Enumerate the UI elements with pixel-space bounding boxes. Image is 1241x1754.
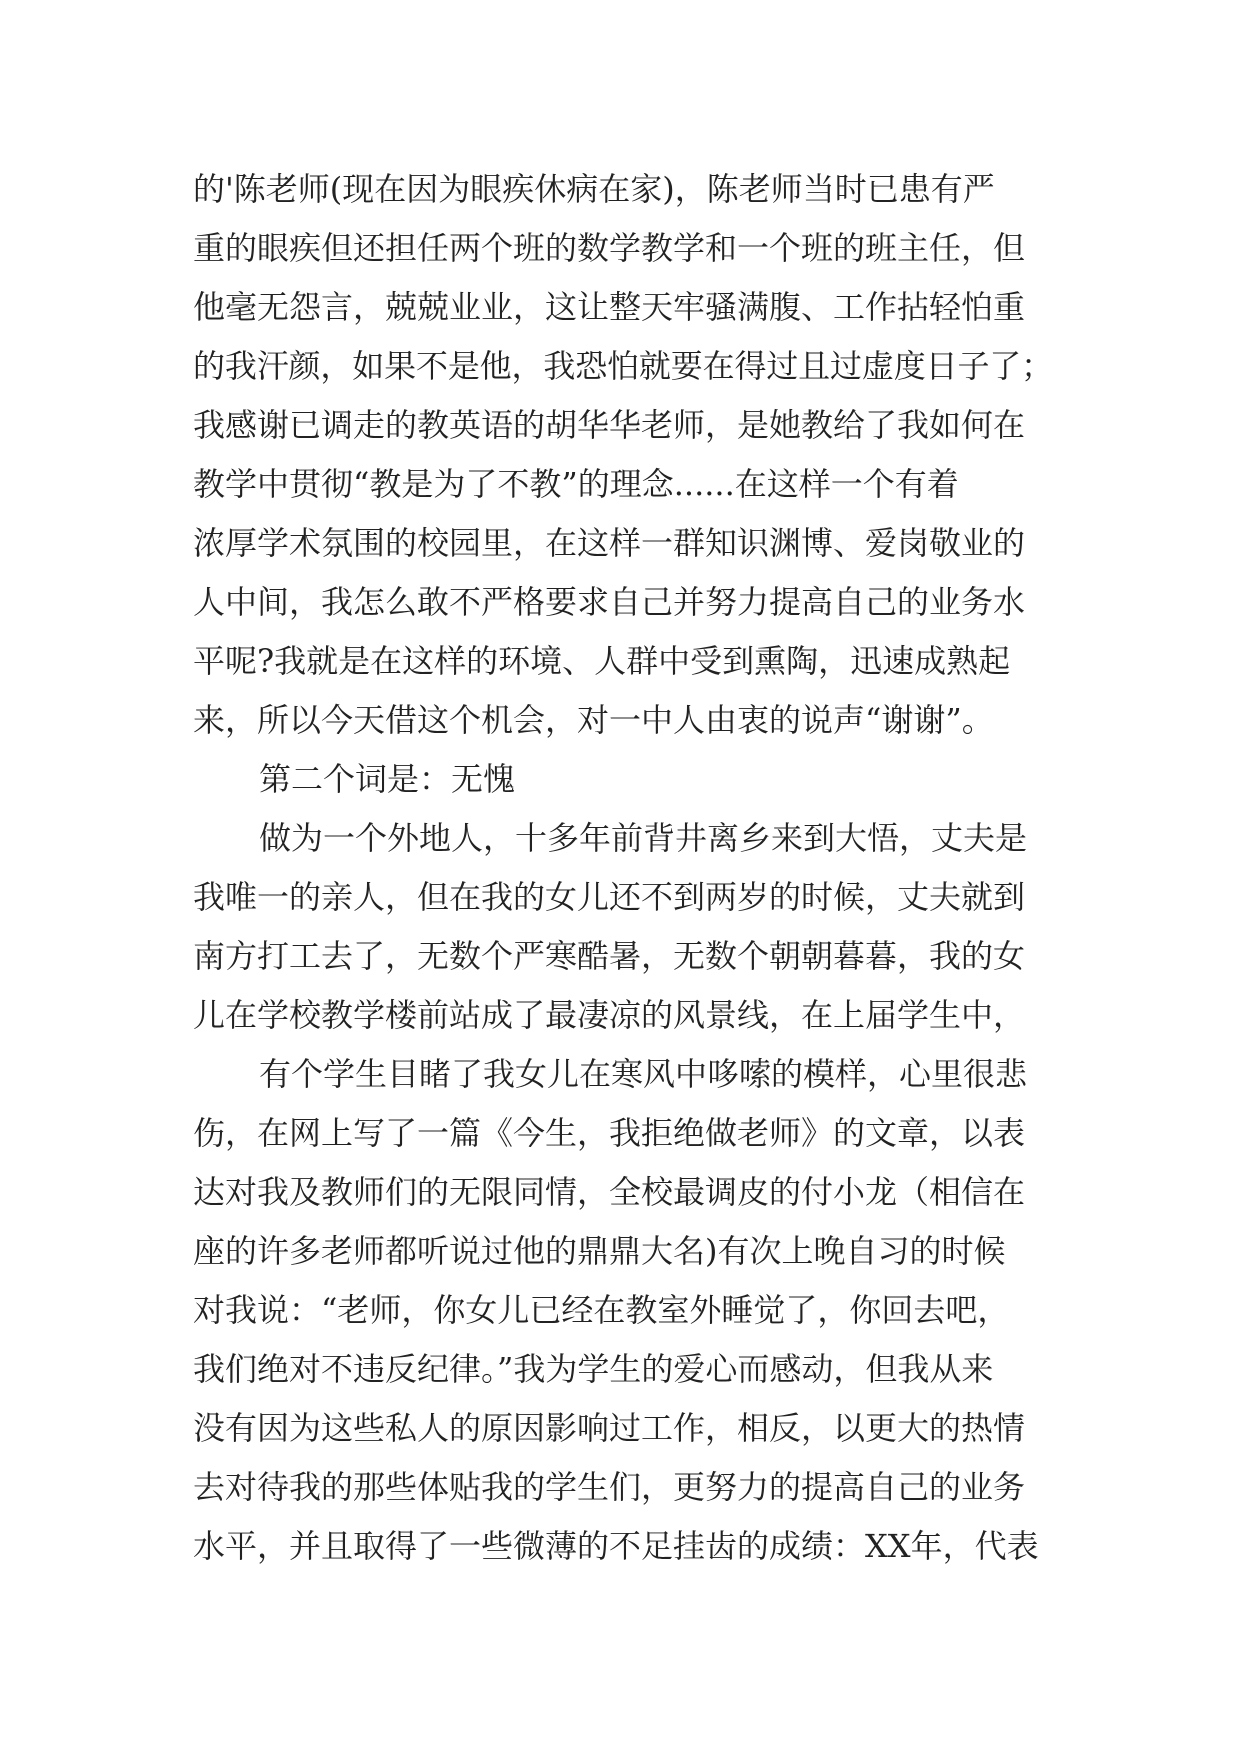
text-line: 的我汗颜，如果不是他，我恐怕就要在得过且过虚度日子了； bbox=[193, 347, 1054, 385]
text-line: 我感谢已调走的教英语的胡华华老师，是她教给了我如何在 bbox=[193, 406, 1026, 444]
text-line: 做为一个外地人，十多年前背井离乡来到大悟，丈夫是 bbox=[259, 819, 1028, 857]
text-line: 教学中贯彻“教是为了不教”的理念......在这样一个有着 bbox=[193, 465, 959, 503]
text-line: 对我说：“老师，你女儿已经在教室外睡觉了，你回去吧， bbox=[193, 1291, 1010, 1329]
text-line: 我们绝对不违反纪律。”我为学生的爱心而感动，但我从来 bbox=[193, 1350, 994, 1388]
text-line: 人中间，我怎么敢不严格要求自己并努力提高自己的业务水 bbox=[193, 583, 1026, 621]
body-text bbox=[193, 160, 1053, 1576]
text-line: 去对待我的那些体贴我的学生们，更努力的提高自己的业务 bbox=[193, 1468, 1026, 1506]
text-line: 儿在学校教学楼前站成了最凄凉的风景线，在上届学生中， bbox=[193, 996, 1026, 1034]
text-line: 有个学生目睹了我女儿在寒风中哆嗦的模样，心里很悲 bbox=[259, 1055, 1028, 1093]
text-line: 重的眼疾但还担任两个班的数学教学和一个班的班主任，但 bbox=[193, 229, 1026, 267]
text-line: 达对我及教师们的无限同情，全校最调皮的付小龙（相信在 bbox=[193, 1173, 1026, 1211]
text-line: 浓厚学术氛围的校园里，在这样一群知识渊博、爱岗敬业的 bbox=[193, 524, 1026, 562]
text-line: 平呢?我就是在这样的环境、人群中受到熏陶，迅速成熟起 bbox=[193, 642, 1011, 680]
text-line: 南方打工去了，无数个严寒酷暑，无数个朝朝暮暮，我的女 bbox=[193, 937, 1026, 975]
text-line: 我唯一的亲人，但在我的女儿还不到两岁的时候，丈夫就到 bbox=[193, 878, 1026, 916]
text-line: 水平，并且取得了一些微薄的不足挂齿的成绩：XX年，代表 bbox=[193, 1527, 1039, 1565]
text-line: 他毫无怨言，兢兢业业，这让整天牢骚满腹、工作拈轻怕重 bbox=[193, 288, 1026, 326]
text-line: 来，所以今天借这个机会，对一中人由衷的说声“谢谢”。 bbox=[193, 701, 994, 739]
text-line: 没有因为这些私人的原因影响过工作，相反，以更大的热情 bbox=[193, 1409, 1026, 1447]
text-line: 座的许多老师都听说过他的鼎鼎大名)有次上晚自习的时候 bbox=[193, 1232, 1006, 1270]
text-line: 的'陈老师(现在因为眼疾休病在家)，陈老师当时已患有严 bbox=[193, 170, 995, 208]
text-line: 伤，在网上写了一篇《今生，我拒绝做老师》的文章，以表 bbox=[193, 1114, 1026, 1152]
text-line: 第二个词是：无愧 bbox=[259, 760, 516, 798]
